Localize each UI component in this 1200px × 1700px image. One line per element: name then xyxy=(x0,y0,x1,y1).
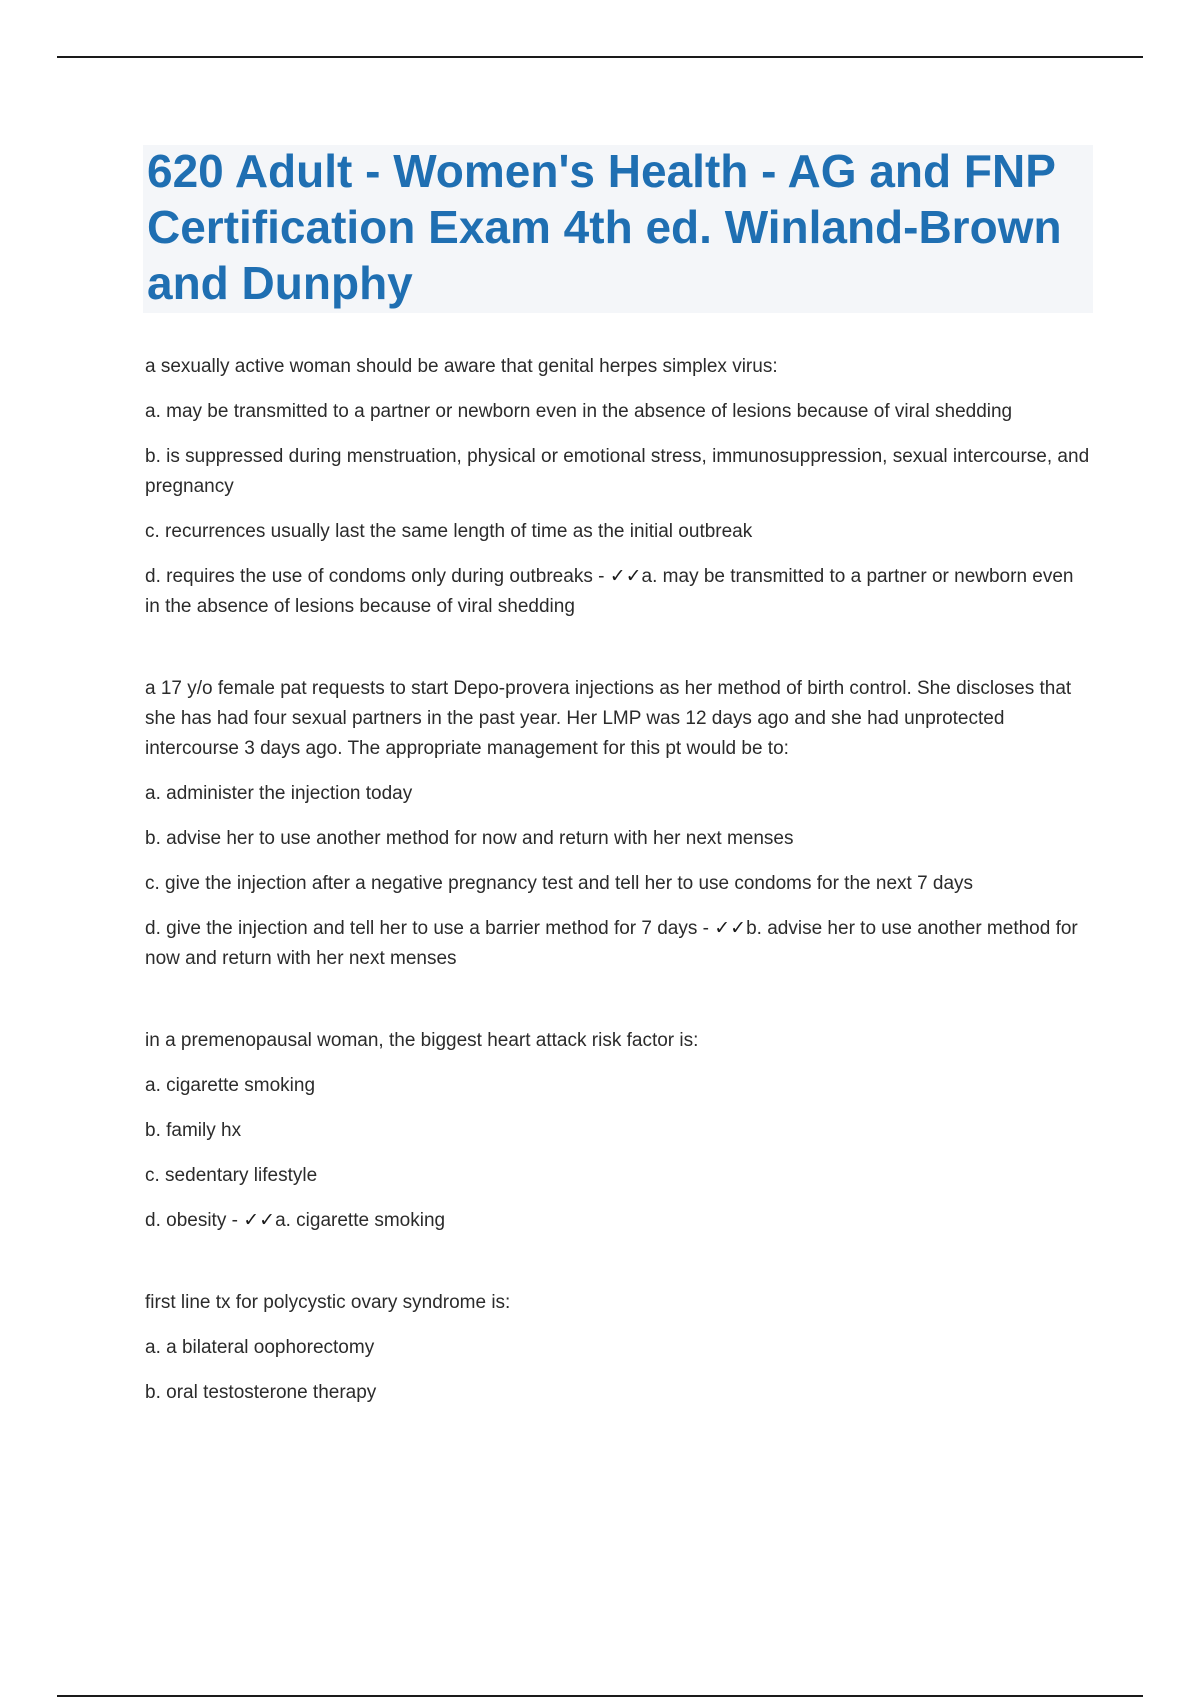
question-stem: a 17 y/o female pat requests to start Depo-provera injections as her method of birth control. She discloses that she has had four sexual partners in the past year. Her LMP was 12 days ago and she had unprotected intercourse 3 days ago. The appropriate management for this pt would be to: xyxy=(145,678,1072,759)
check-mark-icon: ✓✓ xyxy=(714,918,747,939)
top-rule xyxy=(57,56,1143,58)
question-block xyxy=(145,1288,1090,1408)
answer-option: a. a bilateral oophorectomy xyxy=(145,1337,375,1358)
answer-option: c. give the injection after a negative pregnancy test and tell her to use condoms for the next 7 days xyxy=(145,873,974,894)
answer-option: a. administer the injection today xyxy=(145,783,413,804)
answer-option: b. oral testosterone therapy xyxy=(145,1382,377,1403)
answer-option: c. sedentary lifestyle xyxy=(145,1165,318,1186)
answer-option: b. is suppressed during menstruation, physical or emotional stress, immunosuppression, sexual intercourse, and pregnancy xyxy=(145,446,1090,497)
answer-option-text: d. give the injection and tell her to use a barrier method for 7 days - xyxy=(145,918,715,939)
answer-option: b. advise her to use another method for now and return with her next menses xyxy=(145,828,794,849)
correct-answer: b. advise her to use another method for now and return with her next menses xyxy=(145,918,1078,969)
answer-option: b. family hx xyxy=(145,1120,242,1141)
answer-option-with-key xyxy=(145,1206,1090,1236)
document-title: 620 Adult - Women's Health - AG and FNP Certification Exam 4th ed. Winland-Brown and Dunphy xyxy=(147,145,1062,309)
answer-option-text: d. obesity - xyxy=(145,1210,244,1231)
question-block xyxy=(145,1026,1090,1236)
document-body xyxy=(145,352,1090,1460)
bottom-rule xyxy=(57,1695,1143,1697)
answer-option: a. cigarette smoking xyxy=(145,1075,316,1096)
check-mark-icon: ✓✓ xyxy=(609,566,642,587)
correct-answer: a. cigarette smoking xyxy=(275,1210,446,1231)
check-mark-icon: ✓✓ xyxy=(243,1210,276,1231)
correct-answer: a. may be transmitted to a partner or newborn even in the absence of lesions because of viral shedding xyxy=(145,566,1074,617)
question-block xyxy=(145,352,1090,622)
question-stem: first line tx for polycystic ovary syndrome is: xyxy=(145,1292,511,1313)
question-stem: in a premenopausal woman, the biggest heart attack risk factor is: xyxy=(145,1030,699,1051)
answer-option-text: d. requires the use of condoms only during outbreaks - xyxy=(145,566,610,587)
question-stem: a sexually active woman should be aware that genital herpes simplex virus: xyxy=(145,356,778,377)
answer-option: c. recurrences usually last the same length of time as the initial outbreak xyxy=(145,521,753,542)
answer-option-with-key xyxy=(145,562,1090,622)
answer-option: a. may be transmitted to a partner or newborn even in the absence of lesions because of viral shedding xyxy=(145,401,1013,422)
question-block xyxy=(145,674,1090,974)
answer-option-with-key xyxy=(145,914,1090,974)
